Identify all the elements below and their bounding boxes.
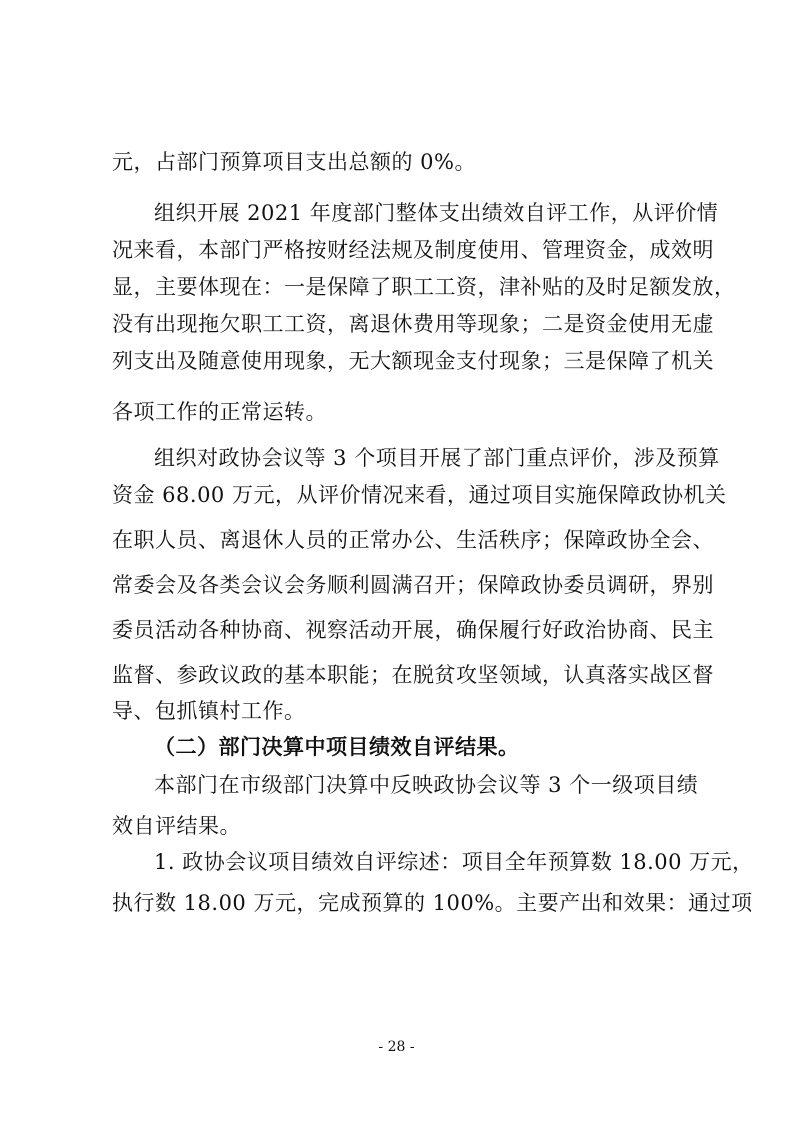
text-line: 况来看，本部门严格按财经法规及制度使用、管理资金，成效明 xyxy=(112,238,714,262)
text-line: 组织对政协会议等 3 个项目开展了部门重点评价，涉及预算 xyxy=(154,446,720,470)
section-heading: （二）部门决算中项目绩效自评结果。 xyxy=(154,734,520,759)
text-line: 组织开展 2021 年度部门整体支出绩效自评工作，从评价情 xyxy=(154,201,719,225)
text-line: 没有出现拖欠职工工资，离退休费用等现象；二是资金使用无虚 xyxy=(112,312,714,336)
text-line: 元，占部门预算项目支出总额的 0%。 xyxy=(112,150,476,174)
text-line: 导、包抓镇村工作。 xyxy=(112,699,306,723)
text-line: 委员活动各种协商、视察活动开展，确保履行好政治协商、民主 xyxy=(112,618,714,642)
text-line: 常委会及各类会议会务顺利圆满召开；保障政协委员调研，界别 xyxy=(112,573,714,597)
text-line: 各项工作的正常运转。 xyxy=(112,400,327,424)
text-line: 监督、参政议政的基本职能；在脱贫攻坚领域，认真落实战区督 xyxy=(112,663,714,687)
page-number: - 28 - xyxy=(378,1039,415,1055)
text-line: 列支出及随意使用现象，无大额现金支付现象；三是保障了机关 xyxy=(112,349,714,373)
text-line: 本部门在市级部门决算中反映政协会议等 3 个一级项目绩 xyxy=(154,773,699,797)
text-line: 资金 68.00 万元，从评价情况来看，通过项目实施保障政协机关 xyxy=(112,483,727,507)
text-line: 显，主要体现在：一是保障了职工工资，津补贴的及时足额发放， xyxy=(112,275,736,299)
text-line: 执行数 18.00 万元，完成预算的 100%。主要产出和效果：通过项 xyxy=(112,891,753,915)
text-line: 效自评结果。 xyxy=(112,814,241,838)
text-line: 在职人员、离退休人员的正常办公、生活秩序；保障政协全会、 xyxy=(112,528,714,552)
text-line: 1. 政协会议项目绩效自评综述：项目全年预算数 18.00 万元， xyxy=(154,850,754,874)
